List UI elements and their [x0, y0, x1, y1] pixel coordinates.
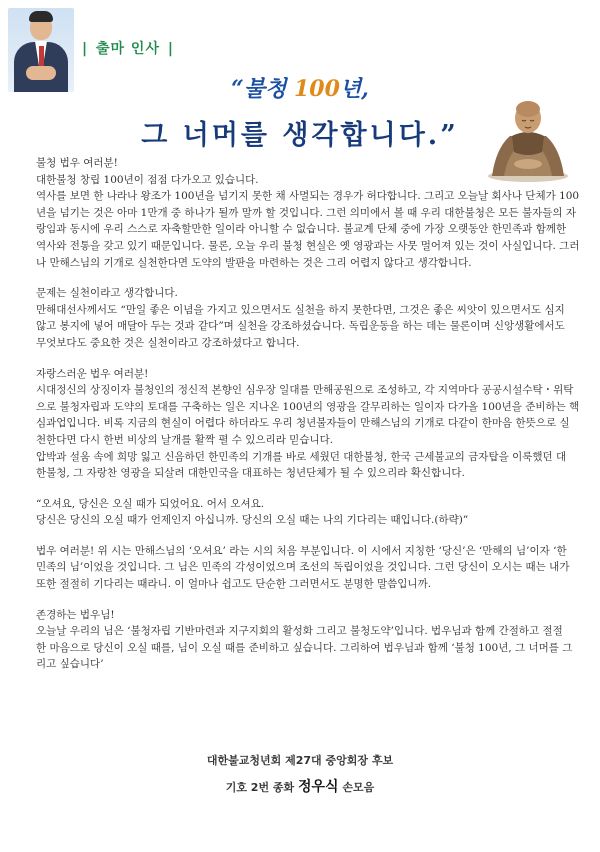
body-line: 심과업입니다. 비록 지금의 현실이 어렵다 하더라도 우리 청년불자들이 만해스님의 기개로 다같이 한마음 한뜻으로 실: [36, 417, 570, 430]
body-line: 오늘날 우리의 님은 ‘불청자립 기반마련과 지구지회의 활성화 그리고 불청도약’입니다. 법우님과 함께 간절하고 절절: [36, 625, 563, 638]
body-line: 압박과 설움 속에 희망 잃고 신음하던 한민족의 기개를 바로 세웠던 대한불청, 한국 근세불교의 금자탑을 이룩했던 대: [36, 450, 567, 463]
paragraph-gap: [36, 529, 564, 543]
body-line: 무엇보다도 중요한 것은 실천이라고 강조하셨다고 합니다.: [36, 336, 300, 349]
paragraph-gap: [36, 271, 564, 285]
signature-prefix: 기호 2번 종화: [225, 781, 298, 794]
title-line-1-pre: “불청: [231, 76, 294, 102]
body-line: 년을 넘기는 것은 아마 1만개 중 하나가 될까 말까 할 것입니다. 그런 의미에서 볼 때 우리 대한불청은 모든 불자들의 자: [36, 206, 577, 219]
paragraph-gap: [36, 593, 564, 607]
body-line: 불청 법우 여러분!: [36, 157, 118, 169]
candidate-name: 정우식: [297, 779, 339, 795]
portrait-tie: [39, 46, 44, 68]
portrait-hair: [29, 11, 53, 22]
paragraph-gap: [36, 482, 564, 496]
body-line: 시대정신의 상징이자 불청인의 정신적 본향인 심우장 일대를 만해공원으로 조성하고, 각 지역마다 공공시설수탁・위탁: [36, 384, 574, 397]
body-line: 법우 여러분! 위 시는 만해스님의 ‘오셔요’ 라는 시의 처음 부분입니다. 이 시에서 지칭한 ‘당신’은 ‘만해의 님’이자 ‘한: [36, 544, 567, 557]
body-line: 자랑스러운 법우 여러분!: [36, 367, 149, 380]
body-line: 한 마음으로 당신이 오실 때를, 님이 오실 때를 준비하고 싶습니다. 그리하여 법우님과 함께 ‘불청 100년, 그 너머를 그: [36, 641, 573, 654]
signature-line: [0, 776, 600, 796]
label-bar-left: |: [82, 41, 89, 57]
body-line: 역사와 전통을 갖고 있기 때문입니다. 물론, 오늘 우리 불청 현실은 옛 영광과는 사뭇 멀어져 있는 것이 사실입니다. 그러: [36, 239, 580, 252]
section-label: [80, 38, 176, 58]
letter-body: [36, 155, 580, 673]
body-line: 민족의 님’이었을 것입니다. 그 님은 민족의 각성이었으며 조선의 독립이었을 것입니다. 그런 당신이 오시는 때는 내가: [36, 561, 570, 574]
body-line: 으로 불청자립과 도약의 토대를 구축하는 일은 지나온 100년의 영광을 갈무리하는 일이자 다가올 100년을 준비하는 핵: [36, 400, 580, 413]
body-line: 역사를 보면 한 나라나 왕조가 100년을 넘기지 못한 채 사멸되는 경우가 허다합니다. 그리고 오늘날 회사나 단체가 100: [36, 190, 580, 203]
poem-line: “오셔요, 당신은 오실 때가 되었어요. 어서 오셔요.: [36, 497, 265, 510]
body-line: 존경하는 법우님!: [36, 608, 115, 621]
body-line: 또한 절절히 기다리는 때라니. 이 얼마나 쉽고도 단순한 그러면서도 분명한 말씀입니까.: [36, 578, 432, 591]
body-line: 리고 싶습니다’: [36, 658, 104, 671]
body-line: 한불청, 그 자랑찬 영광을 되살려 대한민국을 대표하는 청년단체가 될 수 있으리라 확신합니다.: [36, 467, 465, 480]
body-line: 나 만해스님의 기개로 실천한다면 도약의 발판을 마련하는 것은 그리 어렵지 않다고 생각합니다.: [36, 256, 472, 269]
body-line: 문제는 실천이라고 생각합니다.: [36, 287, 178, 300]
paragraph-gap: [36, 352, 564, 366]
signature-suffix: 손모음: [338, 781, 375, 794]
signature-affiliation: 대한불교청년회 제27대 중앙회장 후보: [206, 754, 394, 767]
title-number: 100: [293, 76, 340, 102]
body-line: 만해대선사께서도 “만일 좋은 이념을 가지고 있으면서도 실천을 하지 못한다면, 그것은 좋은 씨앗이 있으면서도 심지: [36, 303, 565, 316]
title-line-2: 그 너머를 생각합니다.”: [141, 120, 459, 151]
body-line: 대한불청 창립 100년이 점점 다가오고 있습니다.: [36, 173, 259, 186]
body-line: 않고 봉지에 넣어 매달아 두는 것과 같다”며 실천을 강조하셨습니다. 독립운동을 하는 데는 물론이며 신앙생활에서도: [36, 320, 565, 333]
body-line: 천한다면 다시 한번 비상의 날개를 활짝 펼 수 있으리라 믿습니다.: [36, 433, 334, 446]
poem-line: 당신은 당신의 오실 때가 언제인지 아십니까. 당신의 오실 때는 나의 기다리는 때입니다.(하략)”: [36, 514, 469, 527]
label-text: 출마 인사: [96, 41, 160, 57]
title-line-1-post: 년,: [339, 76, 369, 102]
label-bar-right: |: [167, 41, 174, 57]
body-line: 랑임과 동시에 우리 스스로 자축할만한 일이라 아니할 수 없습니다. 불교계 단체 중에 가장 오랫동안 한민족과 함께한: [36, 223, 567, 236]
